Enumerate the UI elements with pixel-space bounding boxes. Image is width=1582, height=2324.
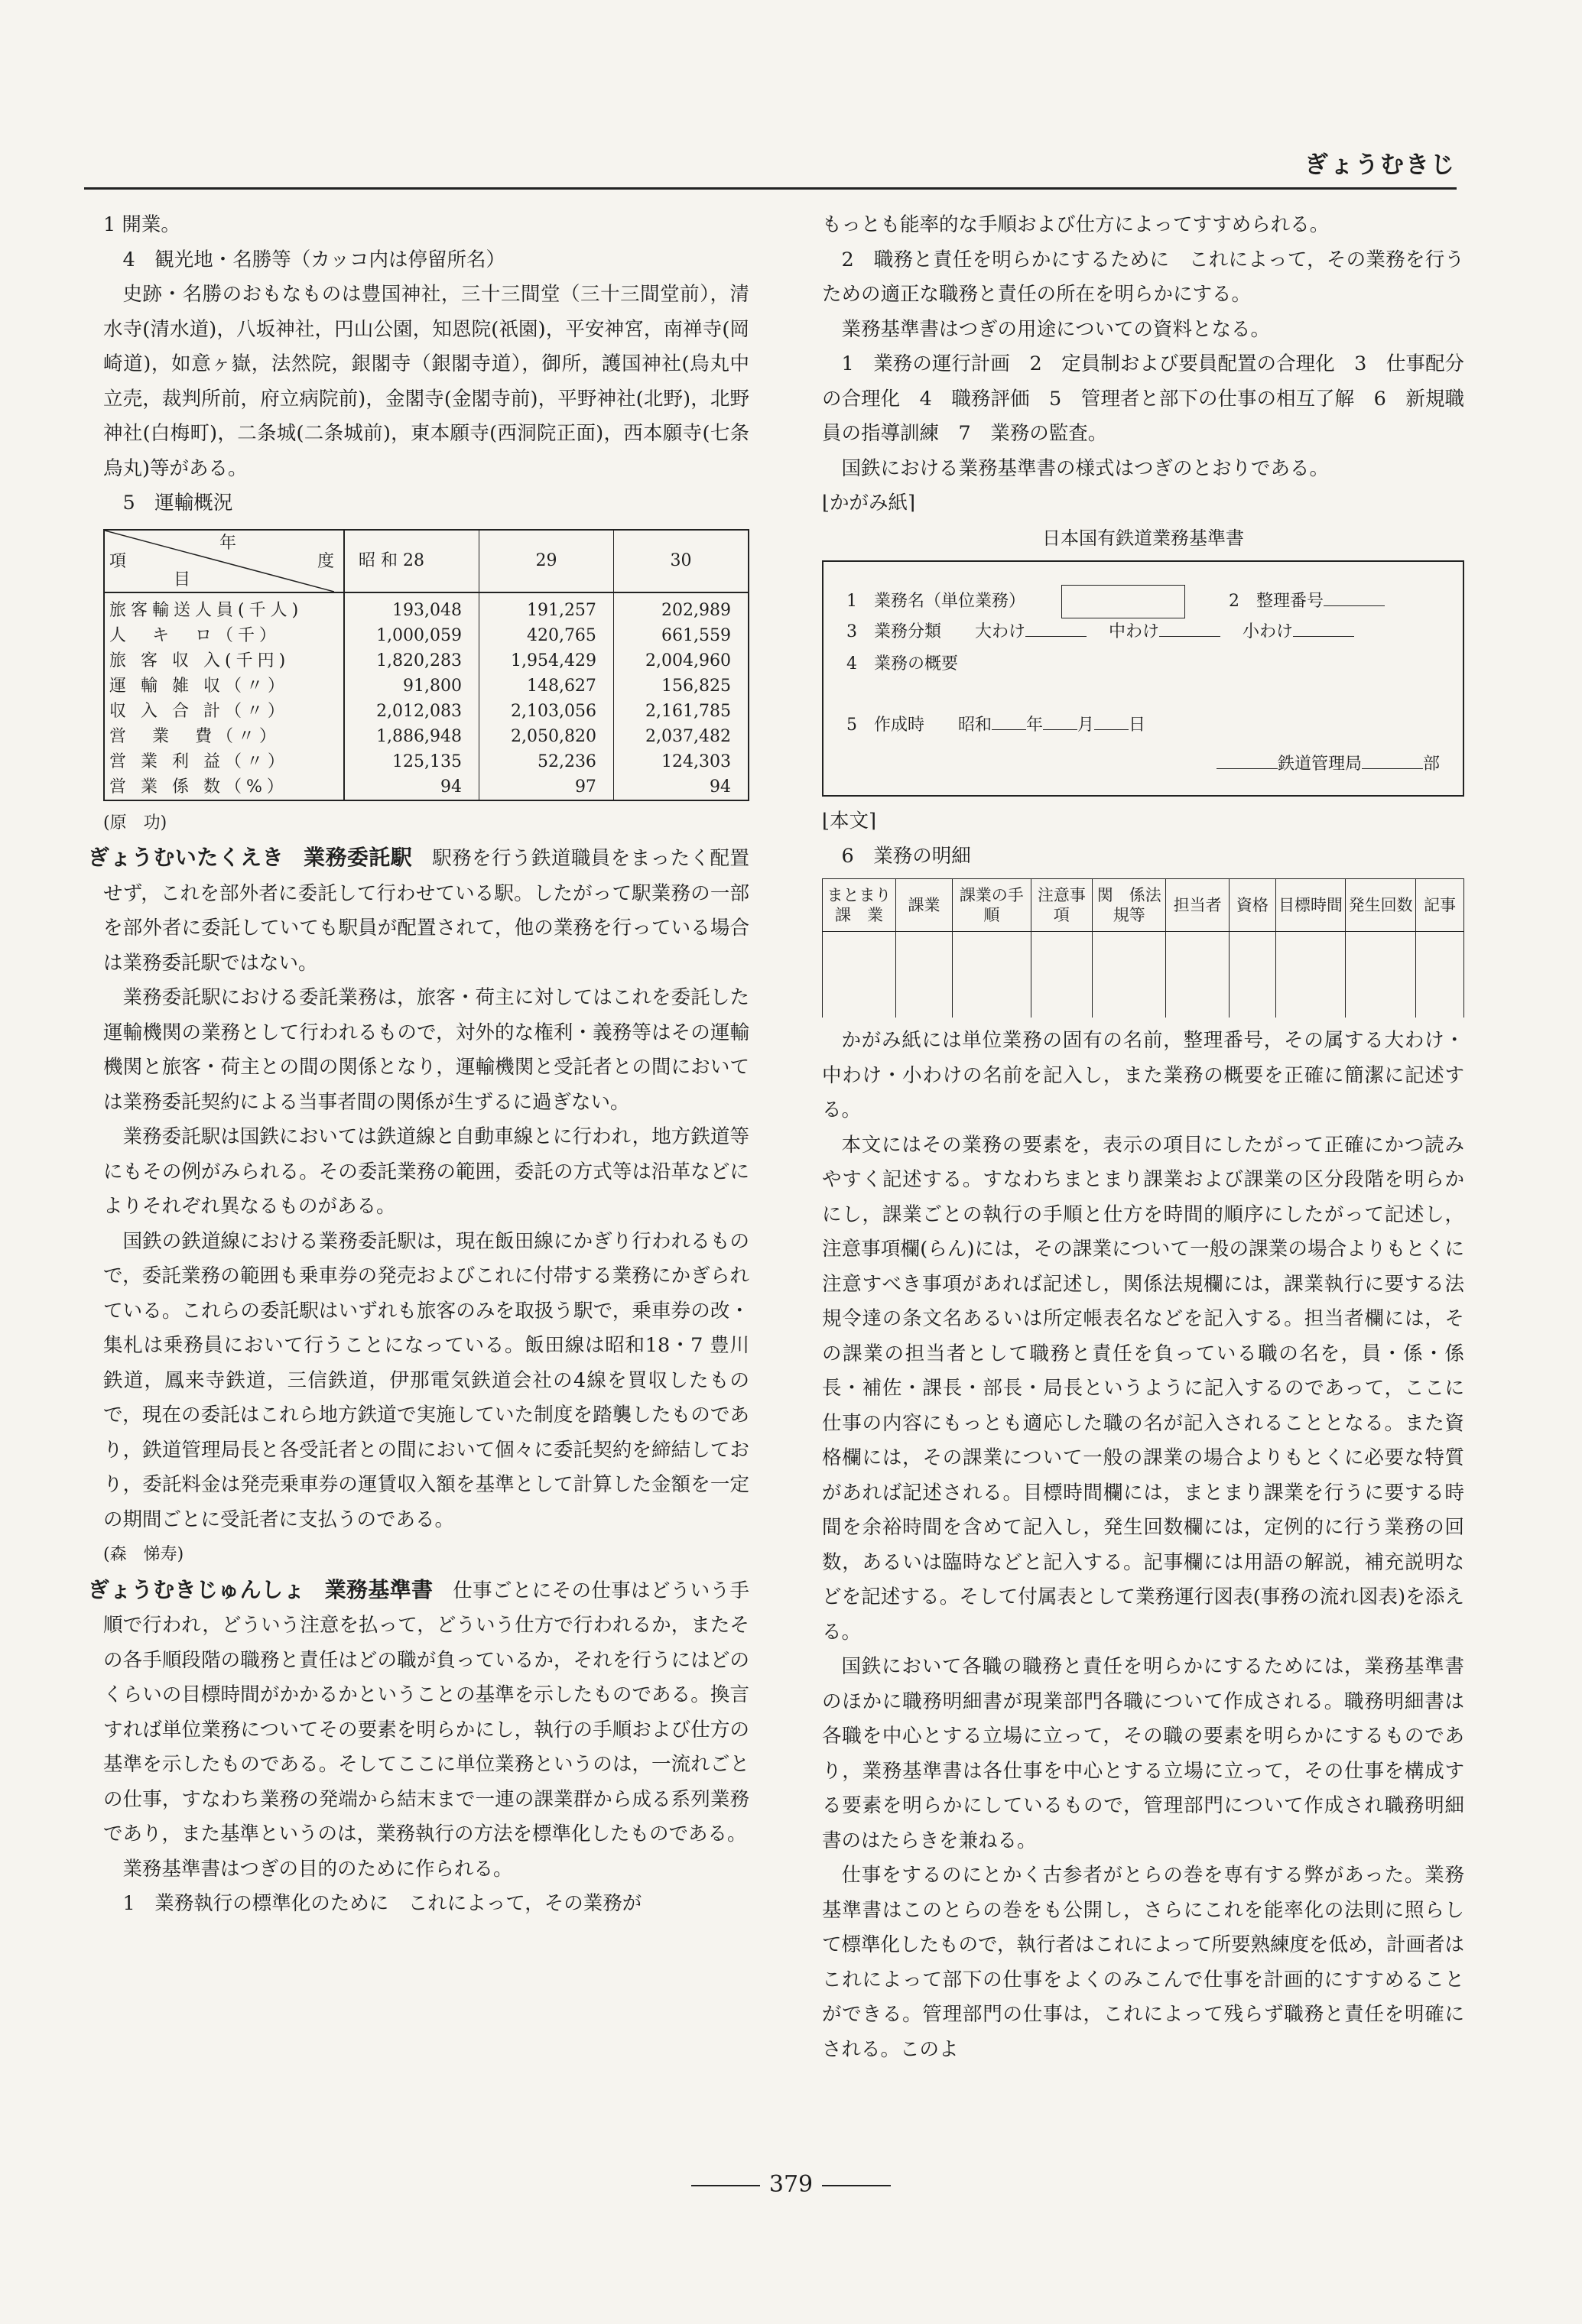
dash-line (822, 2185, 891, 2186)
page-number-text: 379 (768, 2171, 814, 2198)
entry-kanji: 業務委託駅 (304, 845, 413, 870)
header-rule (84, 187, 1457, 190)
cell-value-30: 2,037,482 (645, 726, 731, 746)
table-row (104, 674, 749, 699)
table-header-row (104, 530, 749, 592)
form-line-4 (846, 710, 1145, 741)
form-business-name-label: 1 業務名（単位業務） (846, 592, 1025, 611)
form-number-label: 2 整理番号 (1229, 592, 1324, 611)
detail-empty-cell (1093, 932, 1166, 1018)
paragraph: 本文にはその業務の要素を，表示の項目にしたがって正確にかつ読みやすく記述する。すなわちまとまり課業および課業の区分段階を明らかにし，課業ごとの執行の手順と仕方を時間的順序にしたがって記述し，注意事項欄(らん)には，その課業について一般の課業の場合よりもとくに注意すべき事項があれば記述し，関係法規欄には，課業執行に要する法規令達の条文名あるいは所定帳表名などを記入する。担当者欄には，その課業の担当者として職務と責任を負っている職の名を，員・係・係長・補佐・課長・部長・局長というように記入するのであって，ここに仕事の内容にもっとも適応した職の名が記入されることとなる。また資格欄には，その課業について一般の課業の場合よりもとくに必要な特質があれば記述される。目標時間欄には，まとまり課業を行うに要する時間を余裕時間を含めて記入し，発生回数欄には，定例的に行う業務の回数，あるいは臨時などと記入する。記事欄には用語の解説，補充説明などを記述する。そして付属表として業務運行図表(事務の流れ図表)を添える。 (822, 1133, 1464, 1644)
kagami-form (822, 560, 1464, 797)
form-line-1 (846, 585, 1385, 618)
detail-header-cell: 資格 (1230, 879, 1276, 932)
blank-line (1362, 768, 1423, 769)
blank-line (1324, 605, 1385, 606)
detail-empty-cell (896, 932, 953, 1018)
table-row (104, 648, 749, 674)
col-header-30: 30 (613, 530, 749, 592)
entry-kana: ぎょうむきじゅんしょ (88, 1576, 305, 1602)
right-column (822, 208, 1464, 2067)
detail-title: 6 業務の明細 (841, 844, 971, 868)
detail-empty-cell (1230, 932, 1276, 1018)
row-label: 営 業 費（〃） (104, 724, 344, 749)
section-title: 5 運輸概況 (122, 492, 233, 514)
header-year: 年 (219, 533, 242, 553)
detail-header-cell: まとまり課 業 (823, 879, 896, 932)
table-row (104, 623, 749, 648)
header-moku: 目 (174, 570, 196, 589)
cell-value-28: 94 (344, 774, 479, 800)
table-corner-cell (104, 530, 344, 592)
cell-value-28: 1,820,283 (344, 648, 479, 674)
detail-header-cell: 目標時間 (1275, 879, 1346, 932)
cell-value-30: 124,303 (661, 751, 731, 771)
row-label: 旅客輸送人員(千人) (104, 592, 344, 623)
cell-value-30: 202,989 (661, 600, 731, 620)
cell-value-30: 2,161,785 (645, 701, 731, 721)
paragraph: かがみ紙には単位業務の固有の名前，整理番号，その属する大わけ・中わけ・小わけの名前を記入し，また業務の概要を正確に簡潔に記述する。 (822, 1029, 1464, 1121)
blank-line (1025, 636, 1087, 637)
col-header-28: 昭 和 28 (344, 530, 479, 592)
detail-header-cell: 関 係法規等 (1093, 879, 1166, 932)
detail-empty-cell (952, 932, 1031, 1018)
cell-value-30: 2,004,960 (645, 651, 731, 670)
paragraph: 国鉄において各職の職務と責任を明らかにするためには，業務基準書のほかに職務明細書が現業部門各職について作成される。職務明細書は各職を中心とする立場に立って，その職の要素を明らかにするものであり，業務基準書は各仕事を中心とする立場に立って，その仕事を構成する要素を明らかにしているもので，管理部門について作成され職務明細書のはたらきを兼ねる。 (822, 1655, 1464, 1852)
table-row (104, 699, 749, 724)
row-label: 旅 客 収 入(千円) (104, 648, 344, 674)
section-title: 4 観光地・名勝等（カッコ内は停留所名） (122, 248, 505, 271)
cell-value-28: 1,000,059 (344, 623, 479, 648)
entry-kana: ぎょうむいたくえき (88, 845, 284, 870)
cell-value-28: 1,886,948 (344, 724, 479, 749)
detail-header-cell: 課業 (896, 879, 953, 932)
detail-empty-cell (1346, 932, 1416, 1018)
detail-body-row (823, 932, 1464, 1018)
cell-value-28: 125,135 (344, 749, 479, 774)
blank-line (1043, 729, 1077, 730)
paragraph: もっとも能率的な手順および仕方によってすすめられる。 (822, 213, 1330, 236)
paragraph: 業務委託駅における委託業務は，旅客・荷主に対してはこれを委託した運輸機関の業務として行われるもので，対外的な権利・義務等はその運輸機関と旅客・荷主との間の関係となり，運輸機関と受託者との間においては業務委託契約による当事者間の関係が生ずるに過ぎない。 (103, 986, 749, 1114)
table-row (104, 724, 749, 749)
detail-empty-cell (1031, 932, 1093, 1018)
blank-line (1293, 636, 1354, 637)
col-header-29: 29 (479, 530, 614, 592)
blank-line (1159, 636, 1220, 637)
row-label: 人 キ ロ（千） (104, 623, 344, 648)
cell-value-29: 2,050,820 (479, 724, 614, 749)
blank-line (992, 729, 1026, 730)
detail-empty-cell (823, 932, 896, 1018)
transport-table (103, 529, 749, 801)
paragraph: 1 業務の運行計画 2 定員制および要員配置の合理化 3 仕事配分の合理化 4 職務評価 5 管理者と部下の仕事の相互了解 6 新規職員の指導訓練 7 業務の監査。 (822, 352, 1464, 445)
detail-header-cell: 注意事項 (1031, 879, 1093, 932)
paragraph: 史跡・名勝のおもなものは豊国神社，三十三間堂（三十三間堂前），清水寺(清水道)，八坂神社，円山公園，知恩院(祇園)，平安神宮，南禅寺(岡崎道)，如意ヶ嶽，法然院，銀閣寺（銀閣寺道），御所，護国神社(烏丸中立売，裁判所前，府立病院前)，金閣寺(金閣寺前)，平野神社(北野)，北野神社(白梅町)，二条城(二条城前)，東本願寺(西洞院正面)，西本願寺(七条烏丸)等がある。 (103, 283, 749, 480)
form-department: 部 (1422, 755, 1440, 774)
entry-gyoumu-kijunsho (88, 1573, 749, 1852)
author-credit: (森 悌寿) (103, 1545, 184, 1564)
paragraph: 業務基準書はつぎの用途についての資料となる。 (841, 317, 1270, 341)
cell-value-30: 661,559 (661, 625, 731, 645)
detail-header-cell: 担当者 (1166, 879, 1230, 932)
form-category-medium: 中わけ (1109, 622, 1160, 641)
cell-value-29: 191,257 (479, 592, 614, 623)
cell-value-29: 2,103,056 (479, 699, 614, 724)
row-label: 収 入 合 計（〃） (104, 699, 344, 724)
cell-value-29: 1,954,429 (479, 648, 614, 674)
author-credit: (原 功) (103, 813, 167, 833)
detail-empty-cell (1275, 932, 1346, 1018)
honbun-label: ⌊本文⌉ (822, 810, 876, 833)
business-name-box (1061, 585, 1185, 618)
entry-kanji: 業務基準書 (324, 1576, 434, 1602)
paragraph: 国鉄の鉄道線における業務委託駅は，現在飯田線にかぎり行われるもので，委託業務の範囲も乗車券の発売およびこれに付帯する業務にかぎられている。これらの委託駅はいずれも旅客のみを取扱う駅で，乗車券の改・集札は乗務員において行うことになっている。飯田線は昭和18・7 豊川鉄道，鳳来寺鉄道，三信鉄道，伊那電気鉄道会社の4線を買収したもので，現在の委託はこれら地方鉄道で実施していた制度を踏襲したものであり，鉄道管理局長と各受託者との間において個々に委託契約を締結しており，委託料金は発売乗車券の運賃収入額を基準として計算した金額を一定の期間ごとに受託者に支払うのである。 (103, 1229, 749, 1531)
kagami-label: ⌊かがみ紙⌉ (822, 492, 915, 514)
detail-header-cell: 課業の手 順 (952, 879, 1031, 932)
paragraph: 国鉄における業務基準書の様式はつぎのとおりである。 (841, 456, 1330, 480)
table-row (104, 774, 749, 800)
row-label: 営 業 利 益（〃） (104, 749, 344, 774)
entry-text: 仕事ごとにその仕事はどういう手順で行われ，どういう注意を払って，どういう仕方で行われるか，またその各手順段階の職務と責任はどの職が負っているか，それを行うにはどのくらいの目標時間がかかるかということの基準を示したものである。換言すれば単位業務についてその要素を明らかにし，執行の手順および仕方の基準を示したものである。そしてここに単位業務というのは，一流れごとの仕事，すなわち業務の発端から結末まで一連の課業群から成る系列業務であり，また基準というのは，業務執行の方法を標準化したものである。 (103, 1579, 749, 1845)
detail-table (822, 878, 1464, 1018)
cell-value-28: 2,012,083 (344, 699, 479, 724)
paragraph: 2 職務と責任を明らかにするために これによって，その業務を行うための適正な職務と責任の所在を明らかにする。 (822, 248, 1464, 306)
header-item: 項 (109, 551, 132, 571)
row-label: 運 輸 雑 収（〃） (104, 674, 344, 699)
form-bureau: 鉄道管理局 (1277, 755, 1362, 774)
form-date-label: 5 作成時 昭和 (846, 716, 992, 735)
detail-empty-cell (1166, 932, 1230, 1018)
transport-table-body (104, 592, 749, 800)
cell-value-29: 148,627 (479, 674, 614, 699)
cell-value-30: 156,825 (661, 676, 731, 696)
blank-line (1217, 768, 1278, 769)
row-label: 営 業 係 数（%） (104, 774, 344, 800)
blank-line (1094, 729, 1129, 730)
cell-value-29: 52,236 (479, 749, 614, 774)
paragraph: 業務基準書はつぎの目的のために作られる。 (122, 1857, 513, 1881)
paragraph: 1 開業。 (103, 213, 180, 236)
cell-value-28: 193,048 (344, 592, 479, 623)
detail-header-row (823, 879, 1464, 932)
cell-value-29: 420,765 (479, 623, 614, 648)
entry-text: 駅務を行う鉄道職員をまったく配置せず，これを部外者に委託して行わせている駅。したがって駅業務の一部を部外者に委託していても駅員が配置されて，他の業務を行っている場合は業務委託駅ではない。 (103, 847, 749, 975)
detail-header-cell: 記事 (1415, 879, 1463, 932)
form-day: 日 (1129, 716, 1146, 735)
table-row (104, 749, 749, 774)
form-line-3: 4 業務の概要 (846, 654, 958, 674)
page-number (0, 2171, 1582, 2198)
paragraph: 1 業務執行の標準化のために これによって，その業務が (122, 1892, 642, 1915)
form-category-large: 3 業務分類 大わけ (846, 622, 1025, 641)
form-title: 日本国有鉄道業務基準書 (1042, 527, 1244, 549)
header-degree: 度 (317, 551, 339, 571)
cell-value-28: 91,800 (344, 674, 479, 699)
table-row (104, 592, 749, 623)
detail-empty-cell (1415, 932, 1463, 1018)
paragraph: 業務委託駅は国鉄においては鉄道線と自動車線とに行われ，地方鉄道等にもその例がみられる。その委託業務の範囲，委託の方式等は沿革などによりそれぞれ異なるものがある。 (103, 1125, 749, 1218)
form-line-5 (1217, 749, 1440, 780)
paragraph: 仕事をするのにとかく古参者がとらの巻を専有する弊があった。業務基準書はこのとらの巻をも公開し，さらにこれを能率化の法則に照らして標準化したもので，執行者はこれによって所要熟練度を低め，計画者はこれによって部下の仕事をよくのみこんで仕事を計画的にすすめることができる。管理部門の仕事は，これによって残らず職務と責任を明確にされる。このよ (822, 1864, 1464, 2061)
form-month: 月 (1077, 716, 1095, 735)
cell-value-29: 97 (479, 774, 614, 800)
cell-value-30: 94 (710, 777, 731, 797)
dash-line (691, 2185, 760, 2186)
form-line-2 (846, 617, 1354, 648)
running-header: ぎょうむきじ (1304, 151, 1456, 179)
entry-gyoumu-itakueki (88, 840, 749, 981)
form-category-small: 小わけ (1243, 622, 1294, 641)
left-column (88, 208, 749, 1922)
form-year: 年 (1026, 716, 1044, 735)
detail-header-cell: 発生回数 (1346, 879, 1416, 932)
